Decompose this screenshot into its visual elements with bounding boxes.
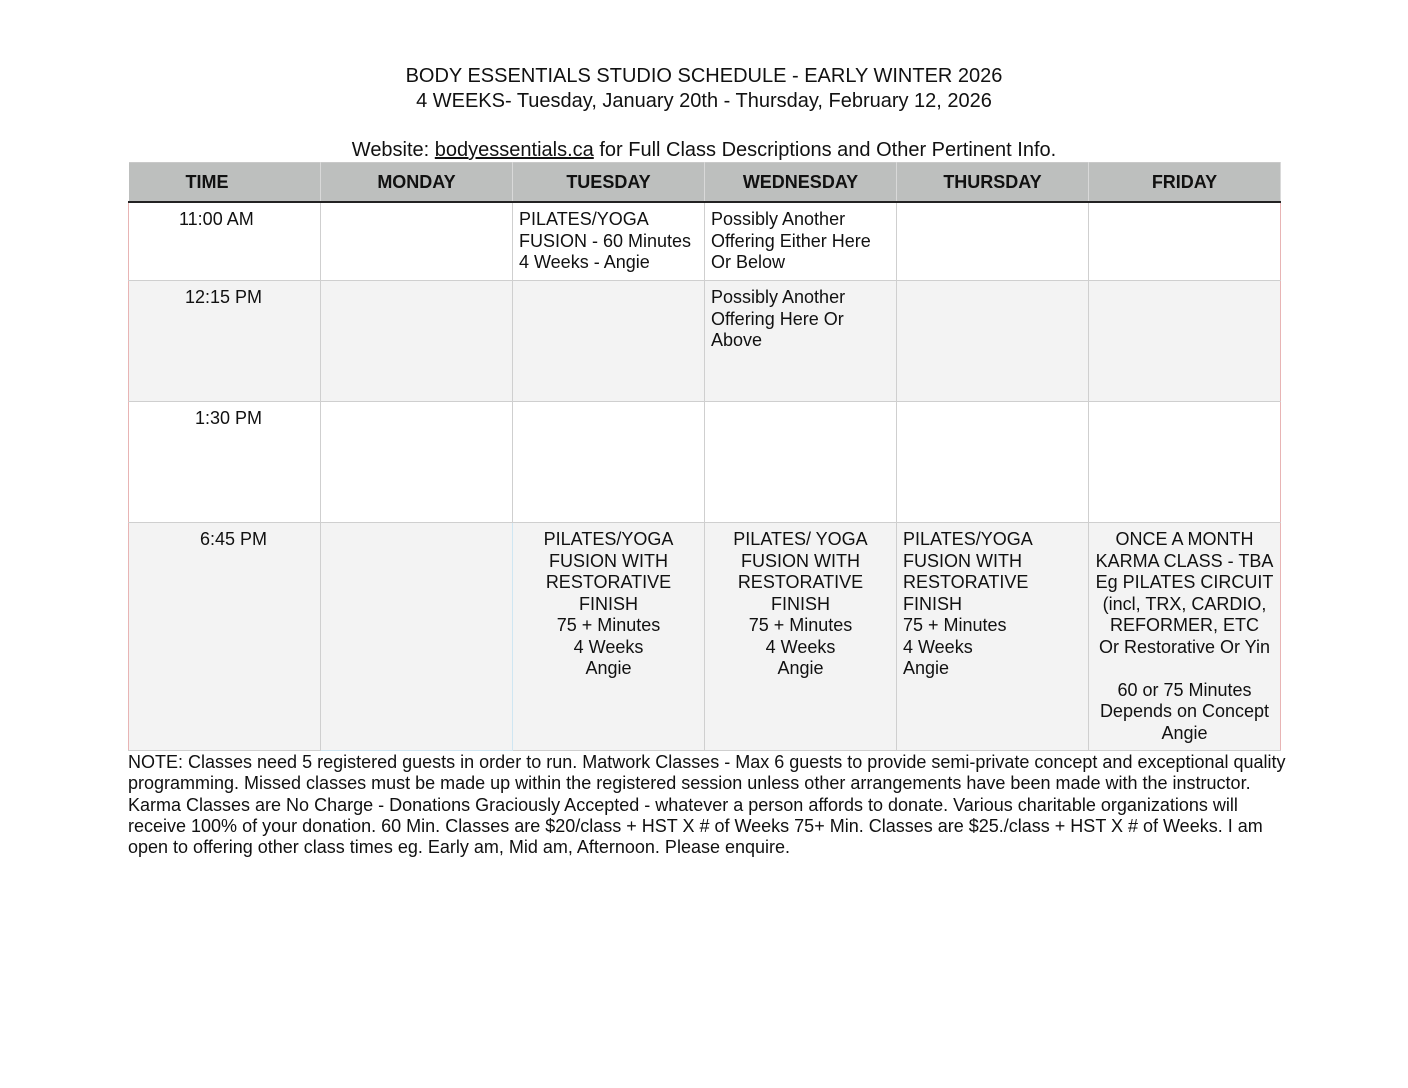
wednesday-cell: PILATES/ YOGA FUSION WITH RESTORATIVE FINISH 75 + Minutes 4 Weeks Angie [705,523,897,751]
wednesday-cell: Possibly Another Offering Here Or Above [705,281,897,402]
monday-cell [321,281,513,402]
thursday-cell [897,281,1089,402]
schedule-title: BODY ESSENTIALS STUDIO SCHEDULE - EARLY WINTER 2026 [405,65,1003,87]
thursday-cell [897,402,1089,523]
schedule-table [128,162,1281,751]
schedule-dates: 4 WEEKS- Tuesday, January 20th - Thursday, February 12, 2026 [416,90,992,112]
table-row [129,402,1281,523]
website-suffix: for Full Class Descriptions and Other Pertinent Info. [593,139,1057,161]
friday-cell: ONCE A MONTH KARMA CLASS - TBA Eg PILATES CIRCUIT (incl, TRX, CARDIO, REFORMER, ETC Or Restorative Or Yin 60 or 75 Minutes Depends on Concept Angie [1089,523,1281,751]
column-header-friday: FRIDAY [1089,163,1281,203]
column-header-thursday: THURSDAY [897,163,1089,203]
friday-cell [1089,402,1281,523]
wednesday-cell [705,402,897,523]
tuesday-cell: PILATES/YOGA FUSION WITH RESTORATIVE FINISH 75 + Minutes 4 Weeks Angie [513,523,705,751]
friday-cell [1089,202,1281,281]
time-cell: 6:45 PM [129,523,321,751]
schedule-heading [0,64,1408,114]
column-header-time: TIME [129,163,321,203]
header-row [129,163,1281,203]
thursday-cell: PILATES/YOGA FUSION WITH RESTORATIVE FINISH 75 + Minutes 4 Weeks Angie [897,523,1089,751]
tuesday-cell [513,281,705,402]
monday-cell [321,402,513,523]
column-header-tuesday: TUESDAY [513,163,705,203]
table-row [129,523,1281,751]
website-link[interactable]: bodyessentials.ca [434,139,594,161]
column-header-wednesday: WEDNESDAY [705,163,897,203]
thursday-cell [897,202,1089,281]
time-cell: 1:30 PM [129,402,321,523]
table-row [129,202,1281,281]
website-prefix: Website: [351,139,435,161]
time-cell: 12:15 PM [129,281,321,402]
monday-cell [321,202,513,281]
table-row [129,281,1281,402]
monday-cell [321,523,513,751]
website-line [0,138,1408,163]
tuesday-cell [513,402,705,523]
schedule-note: NOTE: Classes need 5 registered guests in order to run. Matwork Classes - Max 6 guests to provide semi-private concept and exceptional quality programming. Missed classes must be made up within the registered session unless other arrangements have been made with the instructor. Karma Classes are No Charge - Donations Graciously Accepted - whatever a person affords to donate. Various charitable organizations will receive 100% of your donation. 60 Min. Classes are $20/class + HST X # of Weeks 75+ Min. Classes are $25./class + HST X # of Weeks. I am open to offering other class times eg. Early am, Mid am, Afternoon. Please enquire. [128,752,1286,858]
time-cell: 11:00 AM [129,202,321,281]
friday-cell [1089,281,1281,402]
wednesday-cell: Possibly Another Offering Either Here Or Below [705,202,897,281]
column-header-monday: MONDAY [321,163,513,203]
tuesday-cell: PILATES/YOGA FUSION - 60 Minutes 4 Weeks - Angie [513,202,705,281]
